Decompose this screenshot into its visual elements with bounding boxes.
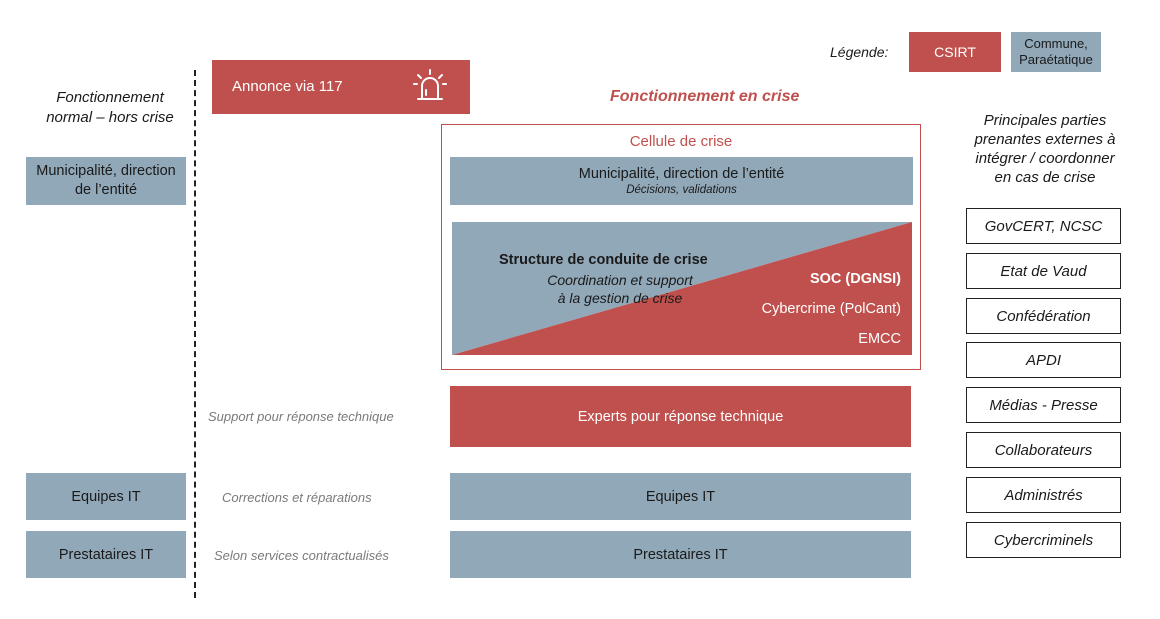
cellule-municipalite	[450, 157, 913, 205]
ext-collaborateurs: Collaborateurs	[966, 432, 1121, 468]
right-equipes-it: Equipes IT	[450, 473, 911, 520]
experts-box: Experts pour réponse technique	[450, 386, 911, 447]
emcc-label: EMCC	[858, 331, 901, 347]
cellule-municipalite-sub: Décisions, validations	[626, 184, 737, 196]
ext-administres: Administrés	[966, 477, 1121, 513]
structure-sub: Coordination et support à la gestion de crise	[547, 272, 693, 306]
label-selon: Selon services contractualisés	[214, 548, 389, 563]
left-prestataires-it: Prestataires IT	[26, 531, 186, 578]
legend-label: Légende:	[830, 44, 889, 60]
header-externes: Principales parties prenantes externes à intégrer / coordonner en cas de crise	[974, 112, 1116, 186]
ext-etat-de-vaud: Etat de Vaud	[966, 253, 1121, 289]
ext-cybercriminels: Cybercriminels	[966, 522, 1121, 558]
cellule-title: Cellule de crise	[629, 133, 733, 150]
left-equipes-it: Equipes IT	[26, 473, 186, 520]
siren-icon	[412, 68, 448, 106]
right-prestataires-it: Prestataires IT	[450, 531, 911, 578]
left-municipalite: Municipalité, direction de l’entité	[26, 157, 186, 205]
structure-title: Structure de conduite de crise	[499, 252, 708, 268]
annonce-box	[212, 60, 470, 114]
label-support: Support pour réponse technique	[208, 409, 394, 424]
ext-govcert: GovCERT, NCSC	[966, 208, 1121, 244]
soc-label: SOC (DGNSI)	[809, 271, 901, 287]
ext-medias-presse: Médias - Presse	[966, 387, 1121, 423]
annonce-label: Annonce via 117	[232, 78, 343, 95]
header-normal: Fonctionnement normal – hors crise	[46, 89, 174, 126]
label-corrections: Corrections et réparations	[222, 490, 372, 505]
header-crise: Fonctionnement en crise	[610, 88, 800, 105]
ext-confederation: Confédération	[966, 298, 1121, 334]
separator-line	[194, 70, 196, 598]
legend-commune: Commune, Paraétatique	[1011, 32, 1101, 72]
ext-apdi: APDI	[966, 342, 1121, 378]
cellule-municipalite-title: Municipalité, direction de l’entité	[578, 166, 785, 182]
legend-csirt: CSIRT	[909, 32, 1001, 72]
cybercrime-label: Cybercrime (PolCant)	[761, 301, 901, 317]
